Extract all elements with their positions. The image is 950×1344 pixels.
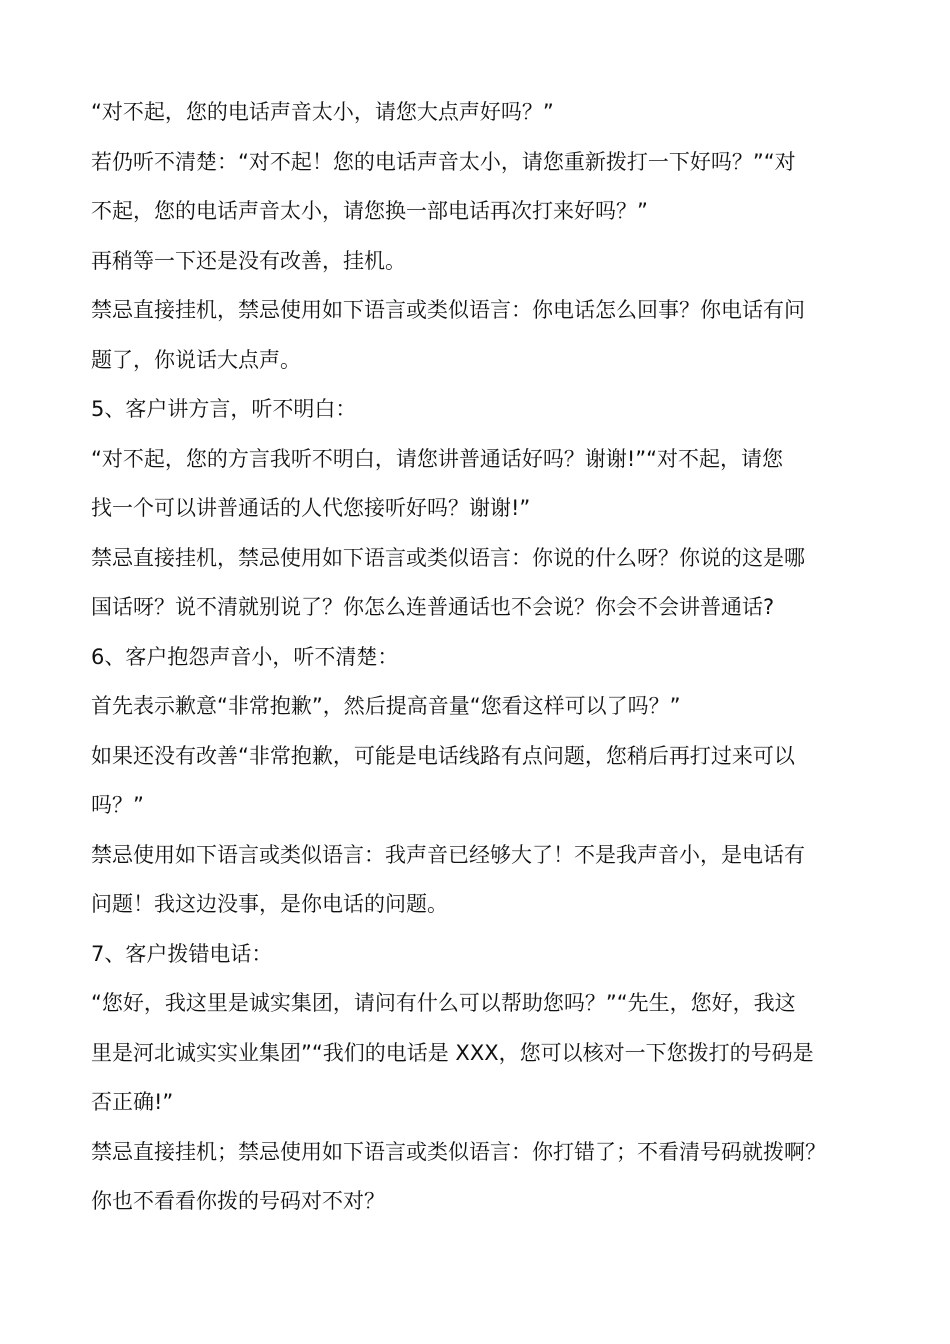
text-line: 吗？” <box>91 793 144 817</box>
section-heading: 6、客户抱怨声音小，听不清楚： <box>91 644 399 669</box>
text-line: 国话呀？说不清就别说了？你怎么连普通话也不会说？你会不会讲普通话? <box>91 595 775 619</box>
text-line: 否正确!” <box>91 1090 174 1114</box>
section-heading: 7、客户拨错电话： <box>91 941 273 966</box>
text-line: 禁忌直接挂机；禁忌使用如下语言或类似语言：你打错了；不看清号码就拨啊？ <box>91 1139 826 1164</box>
text-line: “您好，我这里是诚实集团，请问有什么可以帮助您吗？”“先生，您好，我这 <box>91 991 796 1015</box>
text-line: 若仍听不清楚：“对不起！您的电话声音太小，请您重新拨打一下好吗？”“对 <box>91 149 796 174</box>
text-line: 问题！我这边没事，是你电话的问题。 <box>91 892 448 916</box>
text-line: 你也不看看你拨的号码对不对？ <box>91 1189 385 1213</box>
text-line: 如果还没有改善“非常抱歉，可能是电话线路有点问题，您稍后再打过来可以 <box>91 743 795 768</box>
text-line: “对不起，您的方言我听不明白，请您讲普通话好吗？谢谢!”“对不起，请您 <box>91 446 784 471</box>
text-line: “对不起，您的电话声音太小，请您大点声好吗？” <box>91 100 554 124</box>
text-line: 不起，您的电话声音太小，请您换一部电话再次打来好吗？” <box>91 199 648 223</box>
document-body <box>91 92 863 1231</box>
text-line: 禁忌直接挂机，禁忌使用如下语言或类似语言：你说的什么呀？你说的这是哪 <box>91 545 805 570</box>
text-line: 首先表示歉意“非常抱歉”，然后提高音量“您看这样可以了吗？” <box>91 694 681 718</box>
text-line: 禁忌使用如下语言或类似语言：我声音已经够大了！不是我声音小，是电话有 <box>91 842 805 867</box>
text-line: 再稍等一下还是没有改善，挂机。 <box>91 248 406 273</box>
text-line: 找一个可以讲普通话的人代您接听好吗？谢谢!” <box>91 496 531 520</box>
text-line: 题了，你说话大点声。 <box>91 347 301 372</box>
text-line: 禁忌直接挂机，禁忌使用如下语言或类似语言：你电话怎么回事？你电话有问 <box>91 298 805 322</box>
text-line: 里是河北诚实实业集团”“我们的电话是 XXX，您可以核对一下您拨打的号码是 <box>91 1040 814 1065</box>
section-heading: 5、客户讲方言，听不明白： <box>91 397 357 421</box>
